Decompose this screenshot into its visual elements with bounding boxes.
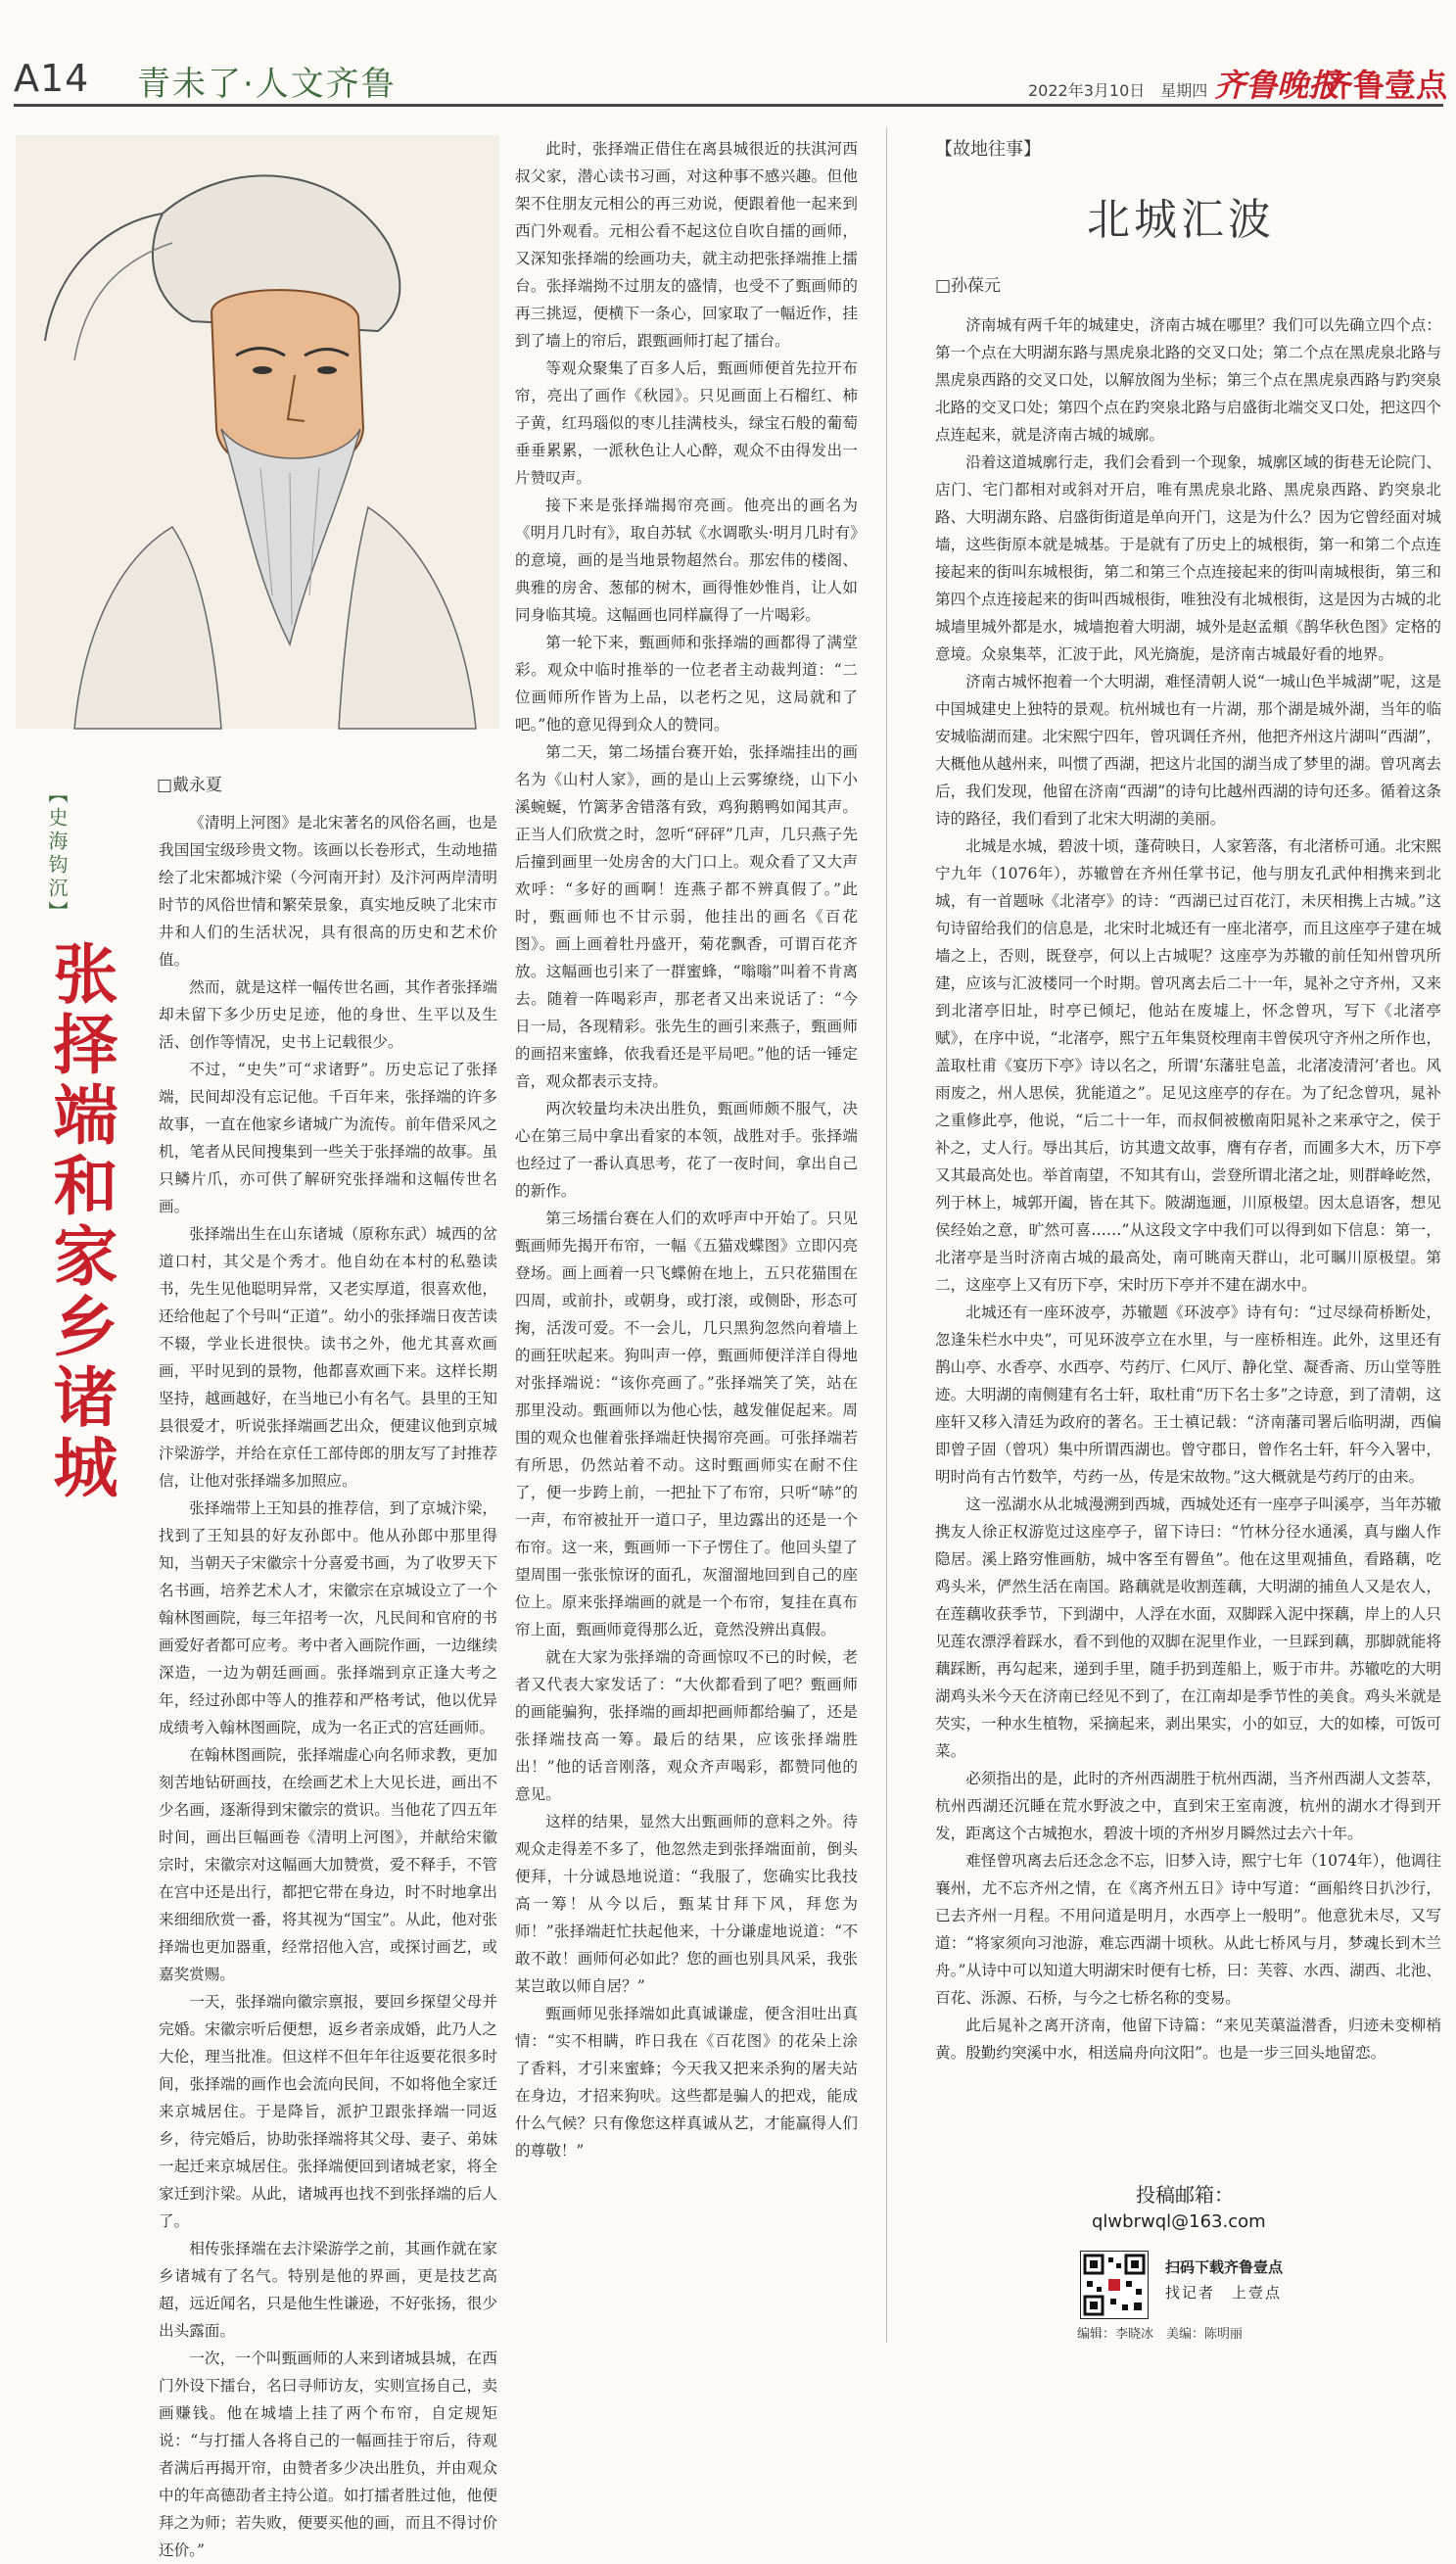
article1-title: 张择端和家乡诸城: [42, 940, 117, 1504]
article1-author: □戴永夏: [157, 776, 223, 795]
portrait-illustration: [16, 135, 499, 729]
article1-paragraph: 就在大家为张择端的奇画惊叹不已的时候，老者又代表大家发话了：“大伙都看到了吧？甄画师的画能骗狗，张择端的画却把画师都给骗了，还是张择端技高一筹。最后的结果，应该张择端胜出！”他的话音刚落，观众齐声喝彩，都赞同他的意见。: [515, 1648, 858, 1803]
article1-paragraph: 张择端出生在山东诸城（原称东武）城西的岔道口村，其父是个秀才。他自幼在本村的私塾读书，先生见他聪明异常，又老实厚道，很喜欢他，还给他起了个号叫“正道”。幼小的张择端日夜苦读不辍，学业长进很快。读书之外，他尤其喜欢画画，平时见到的景物，他都喜欢画下来。这样长期坚持，越画越好，在当地已小有名气。县里的王知县很爱才，听说张择端画艺出众，便建议他到京城汴梁游学，并给在京任工部侍郎的朋友写了封推荐信，让他对张择端多加照应。: [159, 1225, 497, 1490]
article2-paragraph: 北城是水城，碧波十顷，蓬荷映日，人家箬落，有北渚桥可通。北宋熙宁九年（1076年），苏辙曾在齐州任掌书记，他与朋友孔武仲相携来到北城，有一首题咏《北渚亭》的诗：“西湖已过百花汀，未厌相携上古城。”这句诗留给我们的信息是，北宋时北城还有一座北渚亭，而且这座亭子建在城墙之上，否则，既登亭，何以上古城呢？这座亭为苏辙的前任知州曾巩所建，应该与汇波楼同一个时期。曾巩离去后二十一年，晁补之守齐州，又来到北渚亭旧址，时亭已倾圮，他站在废墟上，怀念曾巩，写下《北渚亭赋》，在序中说，“北渚亭，熙宁五年集贤校理南丰曾侯巩守齐州之所作也，盖取杜甫《宴历下亭》诗以名之，所谓‘东藩驻皂盖，北渚凌清河’者也。风雨废之，州人思侯，犹能道之”。足见这座亭的存在。为了纪念曾巩，晁补之重修此亭，他说，“后二十一年，而叔侗被檄南阳晁补之来承守之，侯于补之，丈人行。辱出其后，访其遗文故事，膺有存者，而圃多大木，历下亭又其最高处也。举首南望，不知其有山，尝登所谓北渚之址，则群峰屹然，列于林上，城郭开阖，皆在其下。陂湖迤逦，川原极望。因太息语客，想见侯经始之意，旷然可喜……”从这段文字中我们可以得到如下信息：第一，北渚亭是当时济南古城的最高处，南可眺南天群山，北可瞩川原极望。第二，这座亭上又有历下亭，宋时历下亭并不建在湖水中。: [935, 837, 1441, 1294]
article1-paragraph: 在翰林图画院，张择端虚心向名师求教，更加刻苦地钻研画技，在绘画艺术上大见长进，画出不少名画，逐渐得到宋徽宗的赏识。当他花了四五年时间，画出巨幅画卷《清明上河图》，并献给宋徽宗时，宋徽宗对这幅画大加赞赏，爱不释手，不管在宫中还是出行，都把它带在身边，时不时地拿出来细细欣赏一番，将其视为“国宝”。从此，他对张择端也更加器重，经常招他入宫，或探讨画艺，或嘉奖赏赐。: [159, 1746, 497, 1983]
section-title: 青未了·人文齐鲁: [137, 65, 397, 104]
header-rule: [14, 104, 1443, 107]
article1-column-label: 【史海钩沉】: [45, 783, 69, 925]
submission-email[interactable]: qlwbrwql@163.com: [1092, 2211, 1266, 2232]
editor-credits: 编辑：李晓冰 美编：陈明丽: [1077, 2327, 1244, 2342]
article2-paragraph: 必须指出的是，此时的齐州西湖胜于杭州西湖，当齐州西湖人文荟萃，杭州西湖还沉睡在荒水野波之中，直到宋王室南渡，杭州的湖水才得到开发，距离这个古城抱水，碧波十顷的齐州岁月瞬然过去六十年。: [935, 1770, 1441, 1842]
brand-logo: 齐鲁壹点: [1322, 67, 1448, 104]
article1-paragraph: 不过，“史失”可“求诸野”。历史忘记了张择端，民间却没有忘记他。千百年来，张择端的许多故事，一直在他家乡诸城广为流传。前年借采风之机，笔者从民间搜集到一些关于张择端的故事。虽只鳞片爪，亦可供了解研究张择端和这幅传世名画。: [159, 1061, 497, 1215]
article1-paragraph: 此时，张择端正借住在离县城很近的扶淇河西叔父家，潜心读书习画，对这种事不感兴趣。但他架不住朋友元相公的再三劝说，便跟着他一起来到西门外观看。元相公看不起这位自吹自擂的画师，又深知张择端的绘画功夫，就主动把张择端推上擂台。张择端拗不过朋友的盛情，也受不了甄画师的再三挑逗，便横下一条心，回家取了一幅近作，挂到了墙上的帘后，跟甄画师打起了擂台。: [515, 140, 858, 350]
article2-paragraph: 这一泓湖水从北城漫溯到西城，西城处还有一座亭子叫溪亭，当年苏辙携友人徐正权游览过这座亭子，留下诗曰：“竹林分径水通溪，真与幽人作隐居。溪上路穷惟画舫，城中客至有罾鱼”。他在这里观捕鱼，看路藕，吃鸡头米，俨然生活在南国。路藕就是收割莲藕，大明湖的捕鱼人又是农人，在莲藕收获季节，下到湖中，人浮在水面，双脚踩入泥中探藕，岸上的人只见莲农漂浮着踩水，看不到他的双脚在泥里作业，一旦踩到藕，那脚就能将藕踩断，再勾起来，递到手里，随手扔到莲船上，贩于市井。苏辙吃的大明湖鸡头米今天在济南已经见不到了，在江南却是季节性的美食。鸡头米就是芡实，一种水生植物，采摘起来，剥出果实，小的如豆，大的如榛，可饭可菜。: [935, 1496, 1441, 1760]
article1-paragraph: 相传张择端在去汴梁游学之前，其画作就在家乡诸城有了名气。特别是他的界画，更是技艺高超，远近闻名，只是他生性谦逊，不好张扬，很少出头露面。: [159, 2240, 497, 2340]
paper-logo: 齐鲁晚报: [1214, 67, 1340, 104]
portrait-drawing: [16, 135, 499, 729]
mailbox-label: 投稿邮箱：: [1136, 2183, 1234, 2207]
article1-paragraph: 甄画师见张择端如此真诚谦虚，便含泪吐出真情：“实不相瞒，昨日我在《百花图》的花朵上涂了香料，才引来蜜蜂；今天我又把来杀狗的屠夫站在身边，才招来狗吠。这些都是骗人的把戏，能成什么气候？只有像您这样真诚从艺，才能赢得人们的尊敬！”: [515, 2005, 858, 2160]
article2-title: 北城汇波: [1087, 195, 1275, 245]
article2-body: [935, 311, 1441, 2162]
article2-paragraph: 难怪曾巩离去后还念念不忘，旧梦入诗，熙宁七年（1074年），他调往襄州，尤不忘齐州之情，在《离齐州五日》诗中写道：“画船终日扒沙行，已去齐州一月程。不用问道是明月，水西亭上一般明”。他意犹未尽，又写道：“将家须向习池游，难忘西湖十顷秋。从此七桥风与月，梦魂长到木兰舟。”从诗中可以知道大明湖宋时便有七桥，曰：芙蓉、水西、湖西、北池、百花、泺源、石桥，与今之七桥名称的变易。: [935, 1852, 1441, 2007]
article1-paragraph: 一天，张择端向徽宗禀报，要回乡探望父母并完婚。宋徽宗听后便想，返乡者亲成婚，此乃人之大伦，理当批准。但这样不但年年往返要花很多时间，张择端的画作也会流向民间，不如将他全家迁来京城居住。于是降旨，派护卫跟张择端一同返乡，待完婚后，协助张择端将其父母、妻子、弟妹一起迁来京城居住。张择端便回到诸城老家，将全家迁到汴梁。从此，诸城再也找不到张择端的后人了。: [159, 1993, 497, 2230]
article1-paragraph: 《清明上河图》是北宋著名的风俗名画，也是我国国宝级珍贵文物。该画以长卷形式，生动地描绘了北宋都城汴梁（今河南开封）及汴河两岸清明时节的风俗世情和繁荣景象，真实地反映了北宋市井和人们的生活状况，具有很高的历史和艺术价值。: [159, 814, 497, 969]
article2-paragraph: 北城还有一座环波亭，苏辙题《环波亭》诗有句：“过尽绿荷桥断处，忽逢朱栏水中央”，可见环波亭立在水里，与一座桥相连。此外，这里还有鹊山亭、水香亭、水西亭、芍药厅、仁风厅、静化堂、凝香斋、历山堂等胜迹。大明湖的南侧建有名士轩，取杜甫“历下名士多”之诗意，到了清朝，这座轩又移入清廷为政府的著名。王士禛记载：“济南藩司署后临明湖，西偏即曾子固（曾巩）集中所谓西湖也。曾守郡日，曾作名士轩，轩今入署中，明时尚有古竹数竿，芍药一丛，传是宋故物。”这大概就是芍药厅的由来。: [935, 1304, 1441, 1486]
article1-column-1: [159, 809, 497, 2559]
article1-paragraph: 第三场擂台赛在人们的欢呼声中开始了。只见甄画师先揭开布帘，一幅《五猫戏蝶图》立即闪亮登场。画上画着一只飞蝶俯在地上，五只花猫围在四周，或前扑，或朝身，或打滚，或侧卧，形态可掬，活泼可爱。不一会儿，几只黑狗忽然向着墙上的画狂吠起来。狗叫声一停，甄画师便洋洋自得地对张择端说：“该你亮画了。”张择端笑了笑，站在那里没动。甄画师以为他心怯，越发催促起来。周围的观众也催着张择端赶快揭帘亮画。可张择端若有所思，仍然站着不动。这时甄画师实在耐不住了，便一步跨上前，一把扯下了布帘，只听“哧”的一声，布帘被扯开一道口子，里边露出的还是一个布帘。这一来，甄画师一下子愣住了。他回头望了望周围一张张惊讶的面孔，灰溜溜地回到自己的座位上。原来张择端画的就是一个布帘，复挂在真布帘上面，甄画师竟得那么近，竟然没辨出真假。: [515, 1210, 858, 1638]
page-number: A14: [14, 57, 90, 100]
article1-paragraph: 两次较量均未决出胜负，甄画师颇不服气，决心在第三局中拿出看家的本领，战胜对手。张择端也经过了一番认真思考，花了一夜时间，拿出自己的新作。: [515, 1100, 858, 1200]
article2-tag: 【故地往事】: [935, 139, 1041, 160]
qr-caption-download: 扫码下载齐鲁壹点: [1165, 2258, 1284, 2276]
article2-paragraph: 济南城有两千年的城建史，济南古城在哪里？我们可以先确立四个点：第一个点在大明湖东路与黑虎泉北路的交叉口处；第二个点在黑虎泉北路与黑虎泉西路的交叉口处，以解放阁为坐标；第三个点在黑虎泉西路与趵突泉北路的交叉口处；第四个点在趵突泉北路与启盛街北端交叉口处，把这四个点连起来，就是济南古城的城廓。: [935, 316, 1441, 444]
article2-paragraph: 沿着这道城廓行走，我们会看到一个现象，城廓区域的街巷无论院门、店门、宅门都相对或斜对开启，唯有黑虎泉北路、黑虎泉西路、趵突泉北路、大明湖东路、启盛街街道是单向开门，这是为什么？因为它曾经面对城墙，这些街原本就是城基。于是就有了历史上的城根街，第一和第二个点连接起来的街叫东城根街，第二和第三个点连接起来的街叫南城根街，第三和第四个点连接起来的街叫西城根街，唯独没有北城根街，这是因为古城的北城墙里城外都是水，城墙抱着大明湖，城外是赵孟頫《鹊华秋色图》定格的意境。众泉集萃，汇波于此，风光旖旎，是济南古城最好看的地界。: [935, 453, 1441, 663]
article1-paragraph: 接下来是张择端揭帘亮画。他亮出的画名为《明月几时有》，取自苏轼《水调歌头·明月几时有》的意境，画的是当地景物超然台。那宏伟的楼阁、典雅的房舍、葱郁的树木，画得惟妙惟肖，让人如同身临其境。这幅画也同样赢得了一片喝彩。: [515, 497, 858, 624]
page-header: [0, 0, 1456, 104]
article2-author: □孙葆元: [935, 276, 1002, 296]
article1-paragraph: 然而，就是这样一幅传世名画，其作者张择端却未留下多少历史足迹，他的身世、生平以及生活、创作等情况，史书上记载很少。: [159, 978, 497, 1051]
article1-paragraph: 第二天，第二场擂台赛开始，张择端挂出的画名为《山村人家》，画的是山上云雾缭绕，山下小溪蜿蜒，竹篱茅舍错落有致，鸡狗鹅鸭如闻其声。正当人们欣赏之时，忽听“砰砰”几声，几只燕子先后撞到画里一处房舍的大门口上。观众看了又大声欢呼：“多好的画啊！连燕子都不辨真假了。”此时，甄画师也不甘示弱，他挂出的画名《百花图》。画上画着牡丹盛开，菊花飘香，可谓百花齐放。这幅画也引来了一群蜜蜂，“嗡嗡”叫着不肯离去。随着一阵喝彩声，那老者又出来说话了：“今日一局，各现精彩。张先生的画引来燕子，甄画师的画招来蜜蜂，依我看还是平局吧。”他的话一锤定音，观众都表示支持。: [515, 743, 858, 1090]
column-divider: [886, 127, 887, 2343]
article1-paragraph: 张择端带上王知县的推荐信，到了京城汴梁，找到了王知县的好友孙郎中。他从孙郎中那里得知，当朝天子宋徽宗十分喜爱书画，为了收罗天下名书画，培养艺术人才，宋徽宗在京城设立了一个翰林图画院，每三年招考一次，凡民间和官府的书画爱好者都可应考。考中者入画院作画，一边继续深造，一边为朝廷画画。张择端到京正逢大考之年，经过孙郎中等人的推荐和严格考试，他以优异成绩考入翰林图画院，成为一名正式的宫廷画师。: [159, 1499, 497, 1736]
qr-caption-reporter: 找记者 上壹点: [1165, 2284, 1283, 2302]
article1-paragraph: 第一轮下来，甄画师和张择端的画都得了满堂彩。观众中临时推举的一位老者主动裁判道：“二位画师所作皆为上品，以老朽之见，这局就和了吧。”他的意见得到众人的赞同。: [515, 634, 858, 734]
article2-paragraph: 此后晁补之离开济南，他留下诗篇：“来见芙蕖溢潜香，归迹未变柳梢黄。殷勤约突溪中水，相送扁舟向汶阳”。也是一步三回头地留恋。: [935, 2017, 1441, 2062]
article1-paragraph: 这样的结果，显然大出甄画师的意料之外。待观众走得差不多了，他忽然走到张择端面前，倒头便拜，十分诚恳地说道：“我服了，您确实比我技高一筹！从今以后，甄某甘拜下风，拜您为师！”张择端赶忙扶起他来，十分谦虚地说道：“不敢不敢！画师何必如此？您的画也别具风采，我张某岂敢以师自居？”: [515, 1813, 858, 1995]
article1-paragraph: 一次，一个叫甄画师的人来到诸城县城，在西门外设下擂台，名曰寻师访友，实则宣扬自己，卖画赚钱。他在城墙上挂了两个布帘，自定规矩说：“与打擂人各将自己的一幅画挂于帘后，待观者满后再揭开帘，由赞者多少决出胜负，并由观众中的年高德劭者主持公道。如打擂者胜过他，他便拜之为师；若失败，便要买他的画，而且不得讨价还价。”: [159, 2350, 497, 2559]
qr-code-icon[interactable]: [1080, 2251, 1149, 2319]
issue-date: 2022年3月10日 星期四: [1028, 81, 1208, 100]
article1-column-2: [515, 135, 858, 2339]
article1-paragraph: 等观众聚集了百多人后，甄画师便首先拉开布帘，亮出了画作《秋园》。只见画面上石榴红、柿子黄，红玛瑙似的枣儿挂满枝头，绿宝石般的葡萄垂垂累累，一派秋色让人心醉，观众不由得发出一片赞叹声。: [515, 359, 858, 487]
article2-paragraph: 济南古城怀抱着一个大明湖，难怪清朝人说“一城山色半城湖”呢，这是中国城建史上独特的景观。杭州城也有一片湖，那个湖是城外湖，当年的临安城临湖而建。北宋熙宁四年，曾巩调任齐州，他把齐州这片湖叫“西湖”，大概他从越州来，叫惯了西湖，把这片北国的湖当成了梦里的湖。曾巩离去后，我们发现，他留在济南“西湖”的诗句比越州西湖的诗句还多。循着这条诗的路径，我们看到了北宋大明湖的美丽。: [935, 673, 1441, 828]
